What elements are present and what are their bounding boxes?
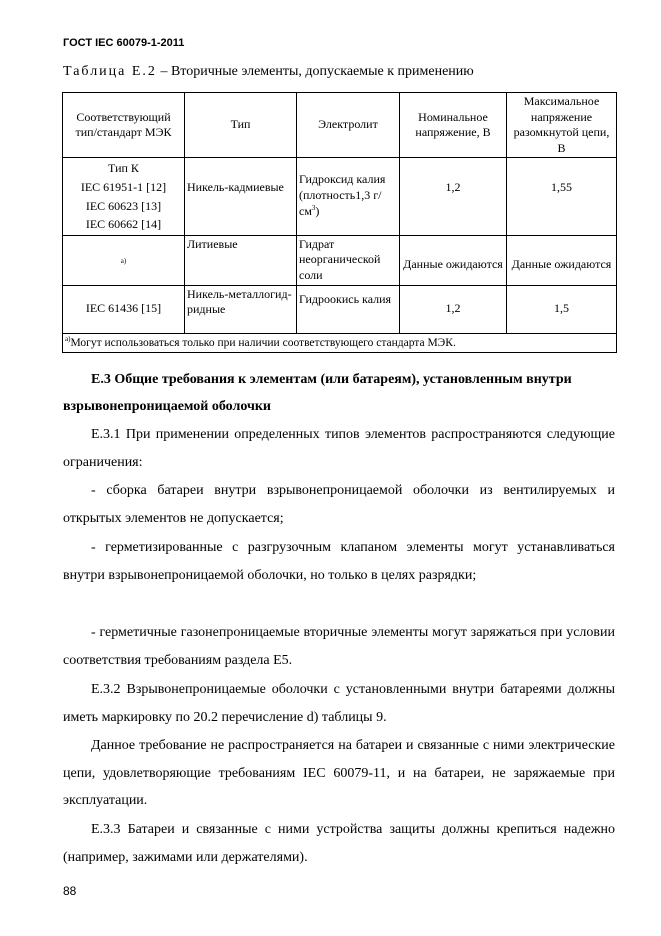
- electrolyte-cell: [297, 158, 400, 235]
- header-cell: Тип: [185, 93, 297, 158]
- electrolyte-text-end: ): [315, 203, 320, 218]
- table-caption-prefix: Таблица Е.2: [63, 64, 157, 79]
- nominal-voltage-cell: 1,2: [400, 158, 507, 235]
- section-title: Е.3 Общие требования к элементам (или батареям), установленным внутри взрывонепроницаемой оболочки: [63, 372, 572, 414]
- paragraph: Данное требование не распространяется на батареи и связанные с ними электрические цепи, удовлетворяющие требованиям IEC 60079-11, и на батареи, не заряжаемые при эксплуатации.: [63, 738, 615, 808]
- header-cell: Номинальное напряжение, В: [400, 93, 507, 158]
- standard-line: IEC 60662 [14]: [85, 217, 162, 232]
- table-row: [63, 285, 617, 333]
- header-cell: Максимальное напряжение разомкнутой цепи, В: [507, 93, 617, 158]
- table-header-row: [63, 93, 617, 158]
- table-footnote: [63, 333, 617, 352]
- document-header: ГОСТ IEC 60079-1-2011: [63, 37, 185, 49]
- type-cell: Никель-кадмиевые: [185, 158, 297, 235]
- footnote-text: Могут использоваться только при наличии соответствующего стандарта МЭК.: [70, 336, 456, 349]
- electrolyte-cell: Гидрат неорганической соли: [297, 235, 400, 285]
- header-cell: Электролит: [297, 93, 400, 158]
- paragraph: - сборка батареи внутри взрывонепроницаемой оболочки из вентилируемых и открытых элементов не допускается;: [63, 483, 615, 526]
- table-footnote-row: [63, 333, 617, 352]
- table-caption-text: – Вторичные элементы, допускаемые к применению: [156, 64, 474, 79]
- table-caption: [63, 64, 474, 80]
- header-cell: Соответствующий тип/стандарт МЭК: [63, 93, 185, 158]
- standard-cell: [63, 158, 185, 235]
- type-cell: Никель-металлогид-ридные: [185, 285, 297, 333]
- standard-line: Тип К: [108, 161, 139, 176]
- electrolyte-text: Гидроксид калия (плотность1,3 г/см: [299, 172, 386, 218]
- electrolyte-cell: Гидроокись калия: [297, 285, 400, 333]
- electrolyte-superscript: 3: [311, 203, 316, 212]
- footnote-marker: а): [120, 257, 127, 266]
- nominal-voltage-cell: Данные ожидаются: [400, 235, 507, 285]
- nominal-voltage-cell: 1,2: [400, 285, 507, 333]
- footnote-mark: а): [65, 334, 71, 343]
- paragraph: Е.3.3 Батареи и связанные с ними устройства защиты должны крепиться надежно (например, зажимами или держателями).: [63, 822, 615, 865]
- secondary-cells-table: [62, 92, 617, 353]
- table-row: [63, 158, 617, 235]
- max-voltage-cell: Данные ожидаются: [507, 235, 617, 285]
- max-voltage-cell: 1,5: [507, 285, 617, 333]
- page-number: 88: [63, 884, 77, 898]
- type-cell: Литиевые: [185, 235, 297, 285]
- paragraph: - герметизированные с разгрузочным клапаном элементы могут устанавливаться внутри взрывонепроницаемой оболочки, но только в целях разрядки;: [63, 540, 615, 583]
- paragraph: Е.3.2 Взрывонепроницаемые оболочки с установленными внутри батареями должны иметь маркировку по 20.2 перечисление d) таблицы 9.: [63, 682, 615, 725]
- table-row: [63, 235, 617, 285]
- max-voltage-cell: 1,55: [507, 158, 617, 235]
- paragraph: Е.3.1 При применении определенных типов элементов распространяются следующие ограничения:: [63, 427, 615, 470]
- paragraph: - герметичные газонепроницаемые вторичные элементы могут заряжаться при условии соответствия требованиям раздела Е5.: [63, 625, 615, 668]
- standard-line: IEC 61951-1 [12]: [80, 179, 167, 194]
- standard-cell: [63, 235, 185, 285]
- standard-line: IEC 60623 [13]: [85, 198, 162, 213]
- standard-cell: IEC 61436 [15]: [63, 285, 185, 333]
